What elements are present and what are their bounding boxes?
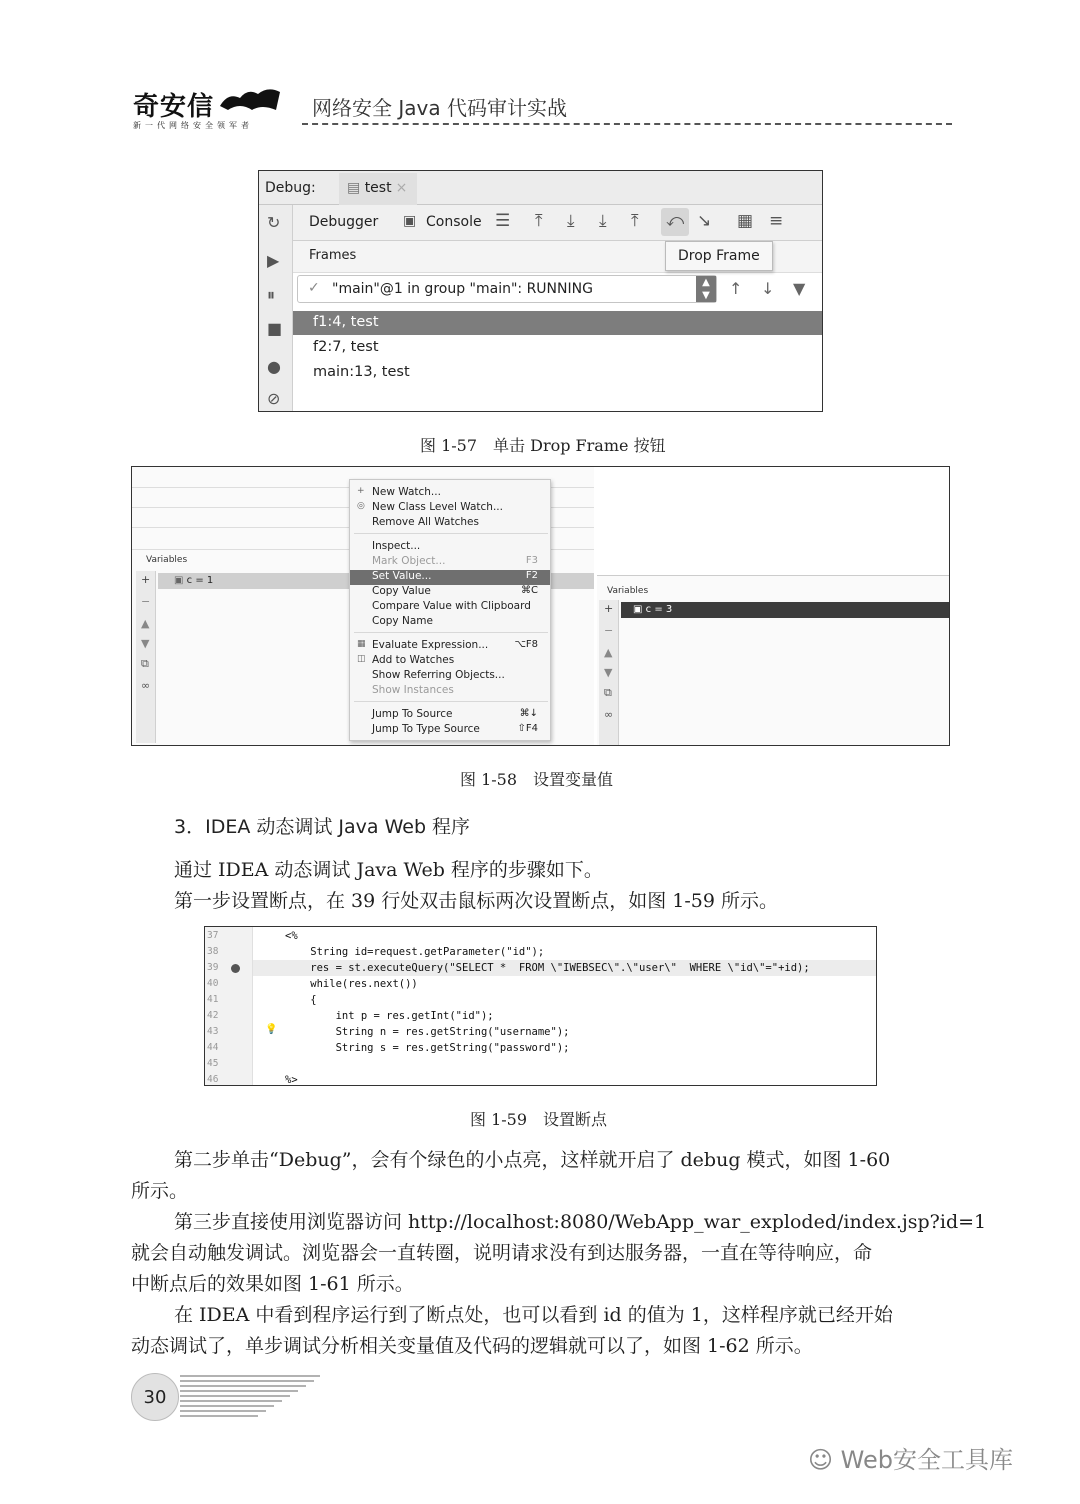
menu-item-shortcut: F2 — [525, 570, 538, 581]
step-out-icon[interactable]: ⤒ — [631, 211, 639, 231]
run-to-cursor-icon[interactable]: ↘ — [697, 211, 712, 231]
debug-tab-bar — [259, 171, 822, 205]
menu-item-shortcut: ⇧F4 — [517, 723, 538, 734]
step-into-icon[interactable]: ⤓ — [599, 211, 607, 231]
line-number: 42 — [207, 1010, 219, 1021]
menu-item[interactable] — [350, 723, 550, 738]
pause-icon[interactable]: ⏸ — [267, 285, 276, 304]
line-number: 38 — [207, 946, 219, 957]
menu-item[interactable] — [350, 669, 550, 684]
figure-1-58-caption: 图 1-58 设置变量值 — [460, 770, 614, 789]
variables-side-toolbar — [599, 600, 619, 746]
line-number: 45 — [207, 1058, 219, 1069]
wechat-icon: ☺ — [808, 1446, 841, 1474]
down-icon[interactable]: ▼ — [141, 637, 150, 650]
code-line[interactable]: String id=request.getParameter("id"); — [285, 946, 545, 958]
menu-item[interactable] — [350, 639, 550, 654]
glasses-icon[interactable]: ∞ — [141, 679, 151, 692]
line-number: 37 — [207, 930, 219, 941]
code-line[interactable]: int p = res.getInt("id"); — [285, 1010, 494, 1022]
header-divider — [302, 123, 952, 125]
menu-item[interactable] — [350, 600, 550, 615]
up-icon[interactable]: ▲ — [141, 617, 150, 630]
paragraph: 就会自动触发调试。浏览器会一直转圈，说明请求没有到达服务器，一直在等待响应，命 — [131, 1242, 873, 1264]
console-icon: ▣ — [403, 213, 417, 229]
menu-item-label: Compare Value with Clipboard — [372, 600, 531, 612]
check-icon: ✓ — [308, 280, 320, 296]
figure-1-58-set-value — [131, 466, 950, 746]
figure-1-57-caption: 图 1-57 单击 Drop Frame 按钮 — [420, 436, 666, 455]
menu-item-icon: ◫ — [357, 654, 366, 664]
menu-item — [350, 684, 550, 699]
filter-icon[interactable]: ▼ — [793, 279, 806, 298]
tab-label: test — [364, 180, 392, 196]
publisher-slogan: 新一代网络安全领军者 — [133, 121, 253, 130]
drop-frame-tooltip: Drop Frame — [665, 241, 773, 271]
code-line[interactable]: res = st.executeQuery("SELECT * FROM \"IWEBSEC\".\"user\" WHERE \"id\"="+id); — [285, 962, 810, 974]
debugger-toolbar — [293, 205, 822, 241]
line-number: 41 — [207, 994, 219, 1005]
publisher-logo-icon — [218, 84, 282, 114]
menu-separator — [354, 701, 548, 702]
settings-icon[interactable]: ≡ — [769, 211, 784, 231]
menu-item[interactable] — [350, 654, 550, 669]
paragraph: 第一步设置断点，在 39 行处双击鼠标两次设置断点，如图 1-59 所示。 — [174, 890, 779, 912]
variable-value: c = 3 — [645, 604, 673, 615]
figure-1-59-caption: 图 1-59 设置断点 — [470, 1110, 608, 1129]
variable-context-menu — [349, 479, 551, 741]
menu-icon[interactable]: ☰ — [495, 211, 511, 231]
menu-item — [350, 555, 550, 570]
glasses-icon[interactable]: ∞ — [604, 708, 614, 721]
line-number: 44 — [207, 1042, 219, 1053]
line-number: 43 — [207, 1026, 219, 1037]
menu-item-label: Inspect... — [372, 540, 421, 552]
plus-icon[interactable]: + — [141, 573, 151, 586]
menu-item-label: Set Value... — [372, 570, 432, 582]
menu-separator — [354, 533, 548, 534]
step-over-icon[interactable]: ⤓ — [567, 211, 575, 231]
menu-item-icon: ▦ — [357, 639, 366, 649]
section-heading: 3．IDEA 动态调试 Java Web 程序 — [174, 816, 471, 838]
line-number: 40 — [207, 978, 219, 989]
menu-item-shortcut: ⌥F8 — [514, 639, 538, 650]
menu-item[interactable] — [350, 486, 550, 501]
drop-frame-icon[interactable]: ⤺ — [666, 211, 685, 231]
menu-item-label: Evaluate Expression... — [372, 639, 489, 651]
variable-icon: ▣ — [174, 575, 187, 586]
code-line[interactable]: String s = res.getString("password"); — [285, 1042, 570, 1054]
menu-item[interactable] — [350, 615, 550, 630]
paragraph: 第二步单击“Debug”，会有个绿色的小点亮，这样就开启了 debug 模式，如图 1-60 — [174, 1149, 891, 1171]
chevron-updown-icon[interactable]: ▲ ▼ — [696, 276, 716, 302]
frame-row[interactable]: f2:7, test — [313, 339, 379, 355]
tab-debugger[interactable]: Debugger — [309, 214, 379, 230]
frame-row[interactable]: main:13, test — [313, 364, 410, 380]
variables-side-toolbar — [136, 571, 156, 743]
variables-label: Variables — [146, 555, 188, 565]
plus-icon[interactable]: + — [604, 602, 614, 615]
mute-breakpoints-icon[interactable]: ⊘ — [267, 389, 281, 408]
paragraph: 第三步直接使用浏览器访问 http://localhost:8080/WebApp_war_exploded/index.jsp?id=1 — [174, 1211, 987, 1233]
paragraph: 中断点后的效果如图 1-61 所示。 — [131, 1273, 414, 1295]
debug-side-toolbar — [259, 205, 293, 411]
show-execution-point-icon[interactable]: ⤒ — [535, 211, 543, 231]
code-line[interactable]: while(res.next()) — [285, 978, 418, 990]
publisher-logo-text: 奇安信 — [133, 92, 215, 122]
paragraph: 通过 IDEA 动态调试 Java Web 程序的步骤如下。 — [174, 859, 603, 881]
menu-item-label: Add to Watches — [372, 654, 455, 666]
arrow-up-icon[interactable]: ↑ — [729, 279, 743, 298]
down-icon[interactable]: ▼ — [604, 666, 613, 679]
menu-item-label: Mark Object... — [372, 555, 446, 567]
copy-icon[interactable]: ⧉ — [141, 657, 149, 670]
menu-item-icon: + — [357, 486, 365, 496]
menu-item-label: Show Instances — [372, 684, 454, 696]
copy-icon[interactable]: ⧉ — [604, 686, 612, 699]
menu-item-label: Copy Value — [372, 585, 431, 597]
menu-item[interactable] — [350, 501, 550, 516]
book-title: 网络安全 Java 代码审计实战 — [312, 96, 567, 120]
minus-icon[interactable]: − — [141, 595, 151, 608]
minus-icon[interactable]: − — [604, 624, 614, 637]
figure-1-59-code-editor — [204, 926, 877, 1086]
menu-item-label: Remove All Watches — [372, 516, 479, 528]
menu-item[interactable] — [350, 516, 550, 531]
line-number: 46 — [207, 1074, 219, 1085]
arrow-down-icon[interactable]: ↓ — [761, 279, 775, 298]
page-number: 30 — [131, 1373, 179, 1421]
menu-separator — [354, 632, 548, 633]
thread-label: "main"@1 in group "main": RUNNING — [332, 281, 593, 297]
resume-icon[interactable]: ▶ — [267, 251, 280, 270]
menu-item-icon: ◎ — [357, 501, 365, 511]
lightbulb-icon[interactable]: 💡 — [265, 1024, 278, 1035]
line-number: 39 — [207, 962, 219, 973]
up-icon[interactable]: ▲ — [604, 646, 613, 659]
code-line[interactable]: %> — [285, 1074, 298, 1086]
footer-decoration — [180, 1372, 320, 1422]
menu-item-shortcut: ⌘C — [521, 585, 538, 596]
variable-row-c[interactable] — [621, 602, 950, 618]
watermark-text: Web安全工具库 — [840, 1446, 1013, 1474]
rerun-icon[interactable]: ↻ — [267, 213, 281, 232]
frame-row[interactable]: f1:4, test — [293, 311, 822, 335]
menu-item[interactable] — [350, 540, 550, 555]
variable-value: c = 1 — [186, 575, 214, 586]
menu-item-label: Copy Name — [372, 615, 433, 627]
menu-item-shortcut: F3 — [525, 555, 538, 566]
paragraph: 动态调试了，单步调试分析相关变量值及代码的逻辑就可以了，如图 1-62 所示。 — [131, 1335, 813, 1357]
variable-icon: ▣ — [633, 604, 646, 615]
menu-item[interactable] — [350, 570, 550, 585]
menu-item-label: New Class Level Watch... — [372, 501, 503, 513]
menu-item-shortcut: ⌘↓ — [519, 708, 538, 719]
frames-label: Frames — [309, 248, 357, 263]
tab-icon: ▤ — [347, 180, 365, 196]
menu-item-label: Show Referring Objects... — [372, 669, 505, 681]
variables-panel-after — [597, 575, 950, 746]
code-line[interactable]: String n = res.getString("username"); — [285, 1026, 570, 1038]
view-breakpoints-icon[interactable]: ● — [267, 357, 281, 376]
code-line[interactable]: { — [285, 994, 317, 1006]
paragraph: 在 IDEA 中看到程序运行到了断点处，也可以看到 id 的值为 1，这样程序就已经开始 — [174, 1304, 893, 1326]
paragraph: 所示。 — [131, 1180, 189, 1202]
code-line[interactable]: <% — [285, 930, 298, 942]
debug-label: Debug: — [265, 180, 316, 196]
menu-item-label: Jump To Type Source — [372, 723, 480, 735]
tab-close-icon[interactable]: × — [395, 180, 408, 196]
debug-tab-test[interactable] — [339, 173, 417, 205]
menu-item-label: Jump To Source — [372, 708, 453, 720]
breakpoint-icon[interactable] — [231, 964, 240, 973]
menu-item-label: New Watch... — [372, 486, 441, 498]
variables-label: Variables — [607, 586, 649, 596]
tab-console[interactable]: Console — [426, 214, 482, 230]
evaluate-expression-icon[interactable]: ▦ — [737, 211, 754, 231]
menu-item[interactable] — [350, 708, 550, 723]
figure-1-57-debugger-panel — [258, 170, 823, 412]
stop-icon[interactable]: ■ — [267, 319, 283, 338]
watermark — [808, 1440, 1013, 1475]
thread-selector[interactable] — [297, 275, 717, 303]
menu-item[interactable] — [350, 585, 550, 600]
